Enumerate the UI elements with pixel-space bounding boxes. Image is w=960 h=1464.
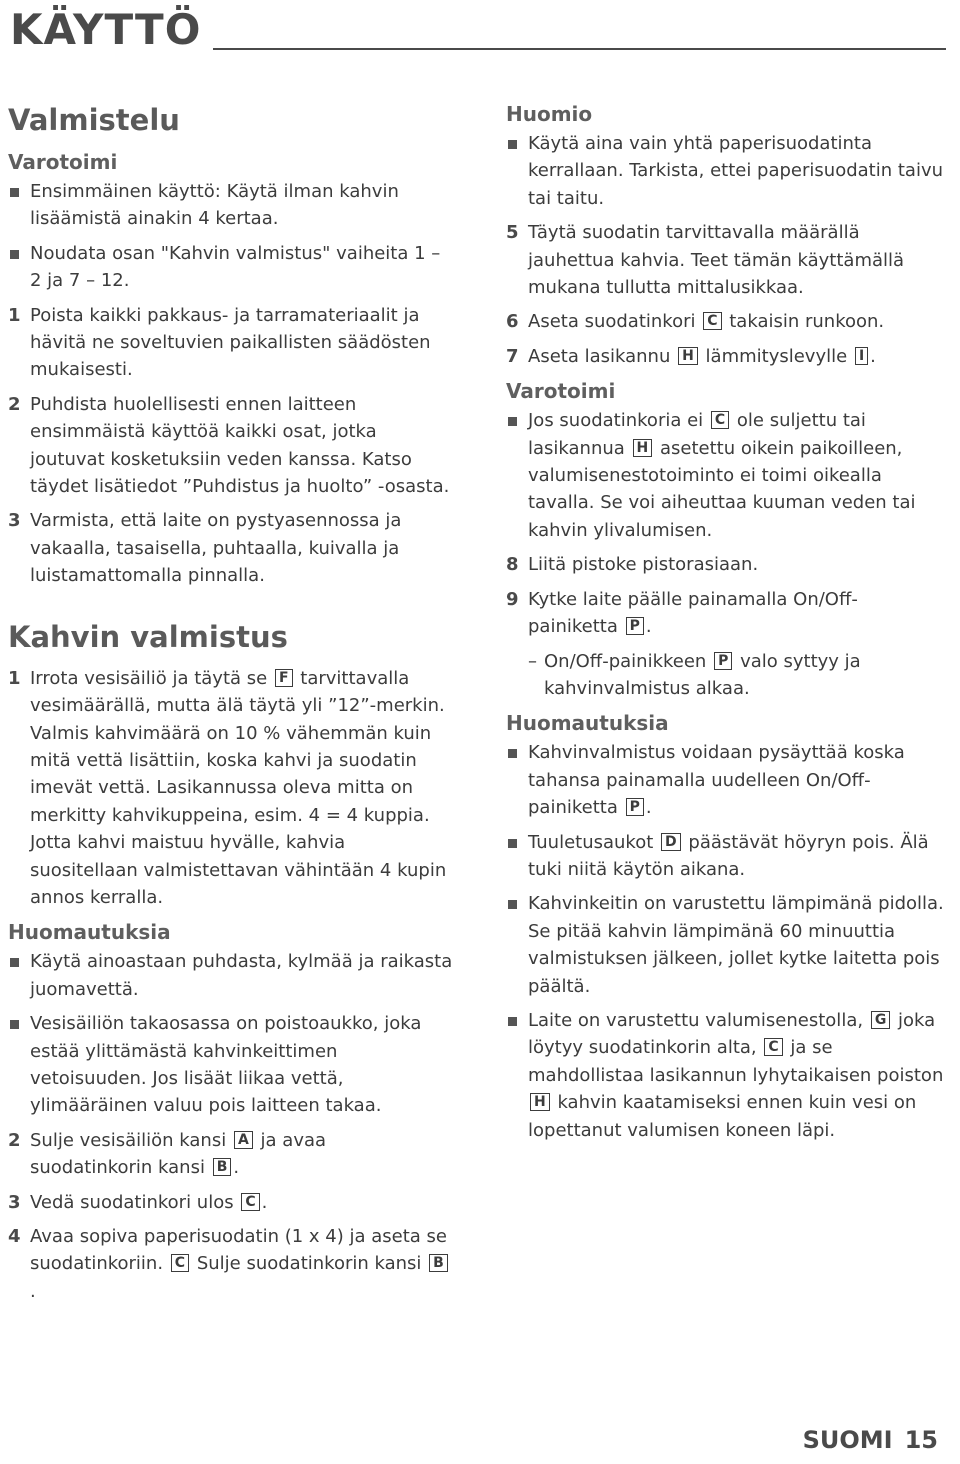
bullet-text: Noudata osan "Kahvin valmistus" vaiheita 1 – 2 ja 7 – 12.	[30, 242, 441, 292]
bullet-text: Laite on varustettu valumisenestolla,	[528, 1009, 864, 1031]
step-number: 2	[8, 1129, 21, 1151]
step-item	[8, 391, 453, 501]
step-number: 3	[8, 510, 21, 532]
bullet-text: Kahvinkeitin on varustettu lämpimänä pidolla. Se pitää kahvin lämpimänä 60 minuuttia valmistuksen jälkeen, jollet kytke laitetta pois päältä.	[528, 893, 944, 997]
bullet-item	[8, 178, 453, 233]
step-text: .	[645, 616, 652, 638]
step-text: Sulje vesisäiliön kansi	[30, 1129, 227, 1151]
footer-language: SUOMI	[802, 1426, 893, 1454]
bullet-item	[506, 739, 946, 821]
step-item	[506, 586, 946, 641]
step-text: Poista kaikki pakkaus- ja tarramateriaalit ja hävitä ne soveltuvien paikallisten säädösten mukaisesti.	[30, 304, 431, 381]
step-item	[8, 1127, 453, 1182]
step-number: 7	[506, 345, 519, 367]
bullet-text: Tuuletusaukot	[528, 831, 654, 853]
part-key-label: H	[633, 439, 653, 457]
varotoimi-heading: Varotoimi	[506, 379, 616, 404]
bullet-text: ole suljettu tai lasikannua	[528, 410, 866, 459]
step-text: Vedä suodatinkori ulos	[30, 1191, 234, 1213]
step-item	[506, 551, 946, 578]
step-number: 3	[8, 1191, 21, 1213]
step-text: Puhdista huolellisesti ennen laitteen ensimmäistä käyttöä kaikki osat, jotka joutuvat kosketuksiin veden kanssa. Katso täydet lisätiedot ”Puhdistus ja huolto” -osasta.	[30, 393, 450, 498]
step-text: valo syttyy ja kahvinvalmistus alkaa.	[544, 650, 861, 699]
step-text: Täytä suodatin tarvittavalla määrällä jauhettua kahvia. Teet tämän käyttämällä mukana tullutta mittalusikkaa.	[528, 222, 905, 299]
bullet-text: Kahvinvalmistus voidaan pysäyttää koska tahansa painamalla uudelleen On/Off-painiketta	[528, 742, 905, 819]
step-text: .	[30, 1280, 36, 1302]
huomautuksia-heading: Huomautuksia	[8, 920, 171, 945]
step-number: 4	[8, 1226, 21, 1247]
step-text: Aseta lasikannu	[528, 345, 671, 367]
step-number: 8	[506, 554, 519, 576]
part-key-label: H	[530, 1093, 550, 1111]
part-key-label: H	[678, 347, 698, 365]
step-number: 2	[8, 393, 21, 415]
step-text: tarvittavalla vesimäärällä, mutta älä täytä yli ”12”-merkin. Valmis kahvimäärä on 10 % vähemmän kuin mitä vettä lisättiin, koska kahvi ja suodatin imevät vettä. Lasikannussa oleva mitta on merkitty kahvikuppeina, esim. 4 = 4 kuppia. Jotta kahvi maistuu hyvälle, kahvia suositellaan valmistettavan vähintään 4 kupin annos kerralla.	[30, 667, 447, 908]
step-text: lämmityslevylle	[705, 345, 848, 367]
step-text: .	[870, 345, 876, 367]
bullet-text: asetettu oikein paikoilleen, valumisenestotoiminto ei toimi oikealla tavalla. Se voi aiheuttaa kuuman veden tai kahvin ylivalumisen.	[528, 437, 916, 541]
bullet-item	[506, 1007, 946, 1144]
part-key-label: F	[275, 669, 293, 687]
page-footer	[803, 1426, 938, 1454]
part-key-label: P	[714, 652, 732, 670]
part-key-label: C	[764, 1038, 782, 1056]
part-key-label: C	[241, 1193, 259, 1211]
part-key-label: A	[234, 1131, 253, 1149]
step-text: On/Off-painikkeen	[544, 650, 707, 672]
bullet-text: Käytä ainoastaan puhdasta, kylmää ja raikasta juomavettä.	[30, 951, 453, 1000]
part-key-label: P	[626, 617, 644, 635]
step-text: .	[233, 1157, 240, 1179]
step-item	[8, 302, 453, 384]
step-text: Varmista, että laite on pystyasennossa ja vakaalla, tasaisella, puhtaalla, kuivalla ja luistamattomalla pinnalla.	[30, 510, 402, 587]
part-key-label: P	[626, 798, 644, 816]
right-column	[506, 100, 946, 1151]
step-number: 6	[506, 311, 519, 333]
part-key-label: D	[661, 833, 681, 851]
section-title-kahvin-valmistus: Kahvin valmistus	[8, 619, 288, 654]
bullet-item	[8, 1010, 453, 1120]
step-item	[8, 507, 453, 589]
bullet-item	[8, 240, 453, 295]
step-text: takaisin runkoon.	[729, 311, 885, 333]
varotoimi-heading: Varotoimi	[8, 150, 118, 174]
step-text: Sulje suodatinkorin kansi	[196, 1253, 422, 1275]
bullet-text: ja se mahdollistaa lasikannun lyhytaikaisen poiston	[528, 1037, 944, 1086]
dash-marker: –	[528, 650, 537, 672]
bullet-text: päästävät höyryn pois. Älä tuki niitä käytön aikana.	[528, 831, 929, 880]
step-text: Avaa sopiva paperisuodatin (1 x 4) ja aseta se suodatinkoriin.	[30, 1226, 447, 1275]
step-text: Kytke laite päälle painamalla On/Off-painiketta	[528, 588, 858, 638]
step-text: Irrota vesisäiliö ja täytä se	[30, 667, 268, 689]
step-item	[8, 1189, 453, 1216]
step-number: 5	[506, 222, 519, 244]
bullet-item	[8, 948, 453, 1003]
part-key-label: G	[871, 1011, 891, 1029]
huomautuksia-heading: Huomautuksia	[506, 711, 669, 736]
bullet-text: .	[645, 797, 652, 819]
bullet-text: kahvin kaatamiseksi ennen kuin vesi on lopettanut valumisen koneen läpi.	[528, 1092, 917, 1141]
page-title: KÄYTTÖ	[10, 2, 213, 58]
bullet-item	[506, 407, 946, 544]
part-key-label: C	[171, 1254, 189, 1272]
step-number: 9	[506, 588, 519, 610]
bullet-text: Vesisäiliön takaosassa on poistoaukko, joka estää ylittämästä kahvinkeittimen vetoisuuden. Jos lisäät liikaa vettä, ylimääräinen valuu pois laitteen takaa.	[30, 1013, 422, 1117]
bullet-item	[506, 890, 946, 1000]
step-item	[8, 1223, 453, 1305]
part-key-label: C	[703, 312, 721, 330]
page-header	[10, 2, 946, 62]
step-number: 1	[8, 667, 21, 689]
step-text: Liitä pistoke pistorasiaan.	[528, 554, 759, 576]
step-text: .	[261, 1191, 268, 1213]
part-key-label: B	[213, 1158, 232, 1176]
part-key-label: B	[429, 1254, 448, 1272]
step-item	[506, 219, 946, 301]
section-title-valmistelu: Valmistelu	[8, 103, 180, 137]
step-text: Aseta suodatinkori	[528, 311, 696, 333]
step-text: ja avaa suodatinkorin kansi	[30, 1129, 327, 1179]
bullet-item	[506, 829, 946, 884]
bullet-item	[506, 130, 946, 212]
page-number: 15	[904, 1426, 938, 1454]
bullet-text: Jos suodatinkoria ei	[528, 410, 704, 432]
step-item	[506, 343, 946, 370]
step-item	[8, 665, 453, 912]
step-item	[506, 308, 946, 335]
part-key-label: I	[855, 347, 868, 365]
bullet-text: Käytä aina vain yhtä paperisuodatinta kerrallaan. Tarkista, ettei paperisuodatin taivu tai taitu.	[528, 133, 944, 209]
bullet-text: joka löytyy suodatinkorin alta,	[528, 1009, 936, 1059]
step-number: 1	[8, 304, 21, 326]
huomio-heading: Huomio	[506, 102, 593, 126]
sub-step-item	[506, 648, 946, 703]
left-column	[8, 100, 453, 1312]
part-key-label: C	[711, 411, 729, 429]
bullet-text: Ensimmäinen käyttö: Käytä ilman kahvin lisäämistä ainakin 4 kertaa.	[30, 181, 399, 230]
